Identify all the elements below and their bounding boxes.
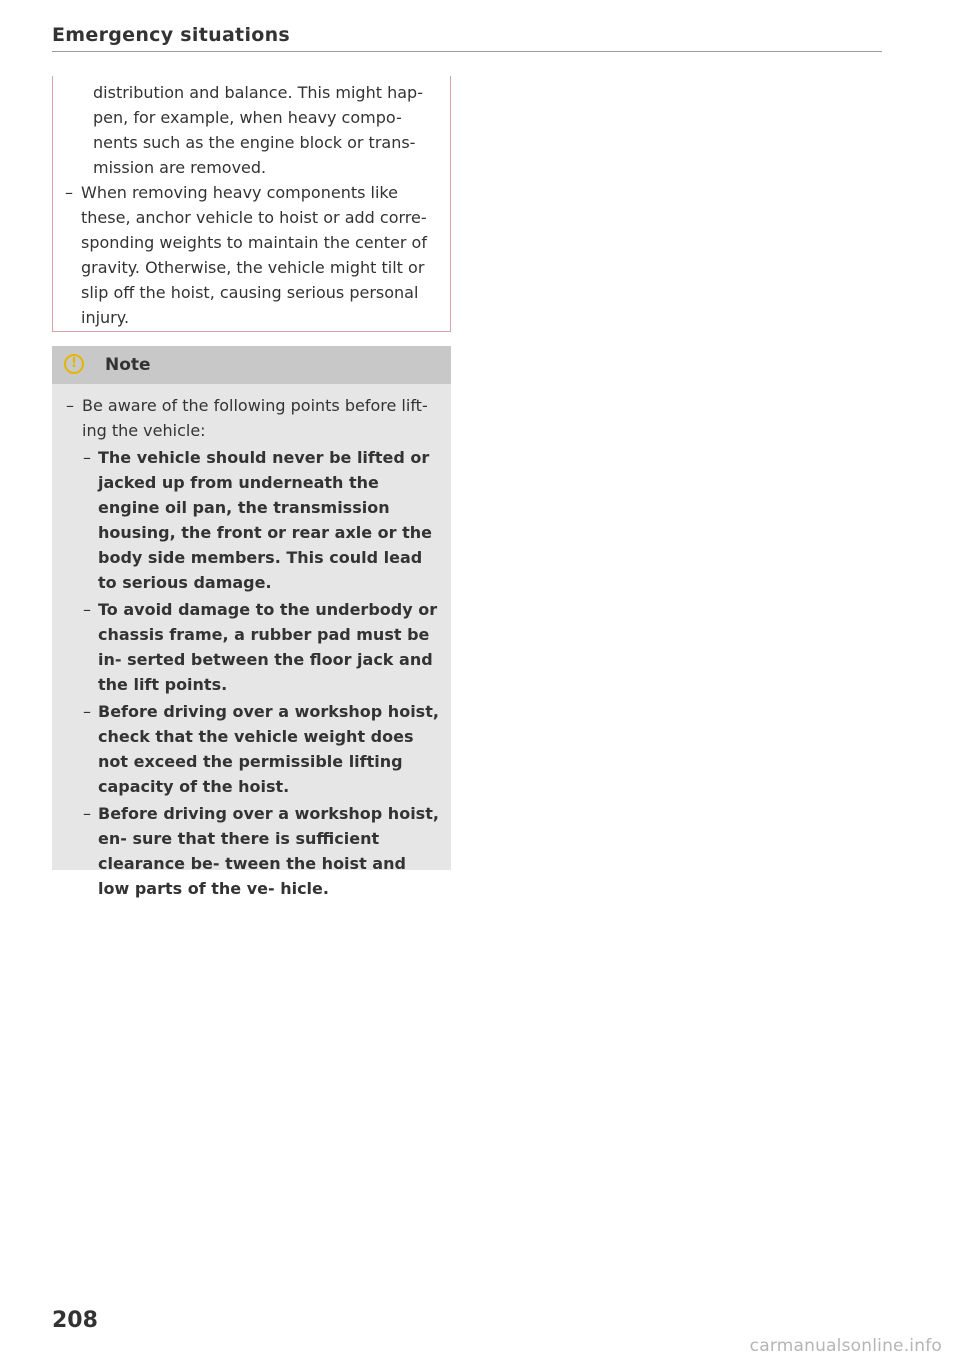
note-box xyxy=(52,346,451,898)
warning-continuation-line: nents such as the engine block or trans- xyxy=(93,133,416,152)
warning-box xyxy=(52,76,451,332)
note-point: – Before driving over a workshop hoist, check that the vehicle weight does not exceed the permissible lifting capacity of the hoist. xyxy=(66,699,441,799)
page-number: 208 xyxy=(52,1308,98,1333)
note-point: – The vehicle should never be lifted or jacked up from underneath the engine oil pan, the transmission housing, the front or rear axle or the body side members. This could lead to serious damage. xyxy=(66,445,441,595)
note-header xyxy=(52,346,451,384)
note-intro: – Be aware of the following points before lift- ing the vehicle: xyxy=(66,393,441,443)
exclamation-circle-icon: ! xyxy=(64,354,84,374)
note-title: Note xyxy=(105,355,151,375)
note-body xyxy=(52,384,451,901)
note-point: – To avoid damage to the underbody or chassis frame, a rubber pad must be in- serted between the floor jack and the lift points. xyxy=(66,597,441,697)
header-divider xyxy=(52,51,882,52)
watermark-text: carmanualsonline.info xyxy=(749,1336,942,1356)
note-point: – Before driving over a workshop hoist, en- sure that there is sufficient clearance be- tween the hoist and low parts of the ve- hicle. xyxy=(66,801,441,901)
warning-list-item: – When removing heavy components like these, anchor vehicle to hoist or add corre- sponding weights to maintain the center of gravity. Otherwise, the vehicle might tilt or slip off the hoist, causing serious personal injury. xyxy=(65,180,440,330)
warning-continuation-line: distribution and balance. This might hap- xyxy=(93,83,423,102)
section-title: Emergency situations xyxy=(52,24,291,46)
warning-continuation-line: mission are removed. xyxy=(93,158,267,177)
warning-continuation-line: pen, for example, when heavy compo- xyxy=(93,108,402,127)
